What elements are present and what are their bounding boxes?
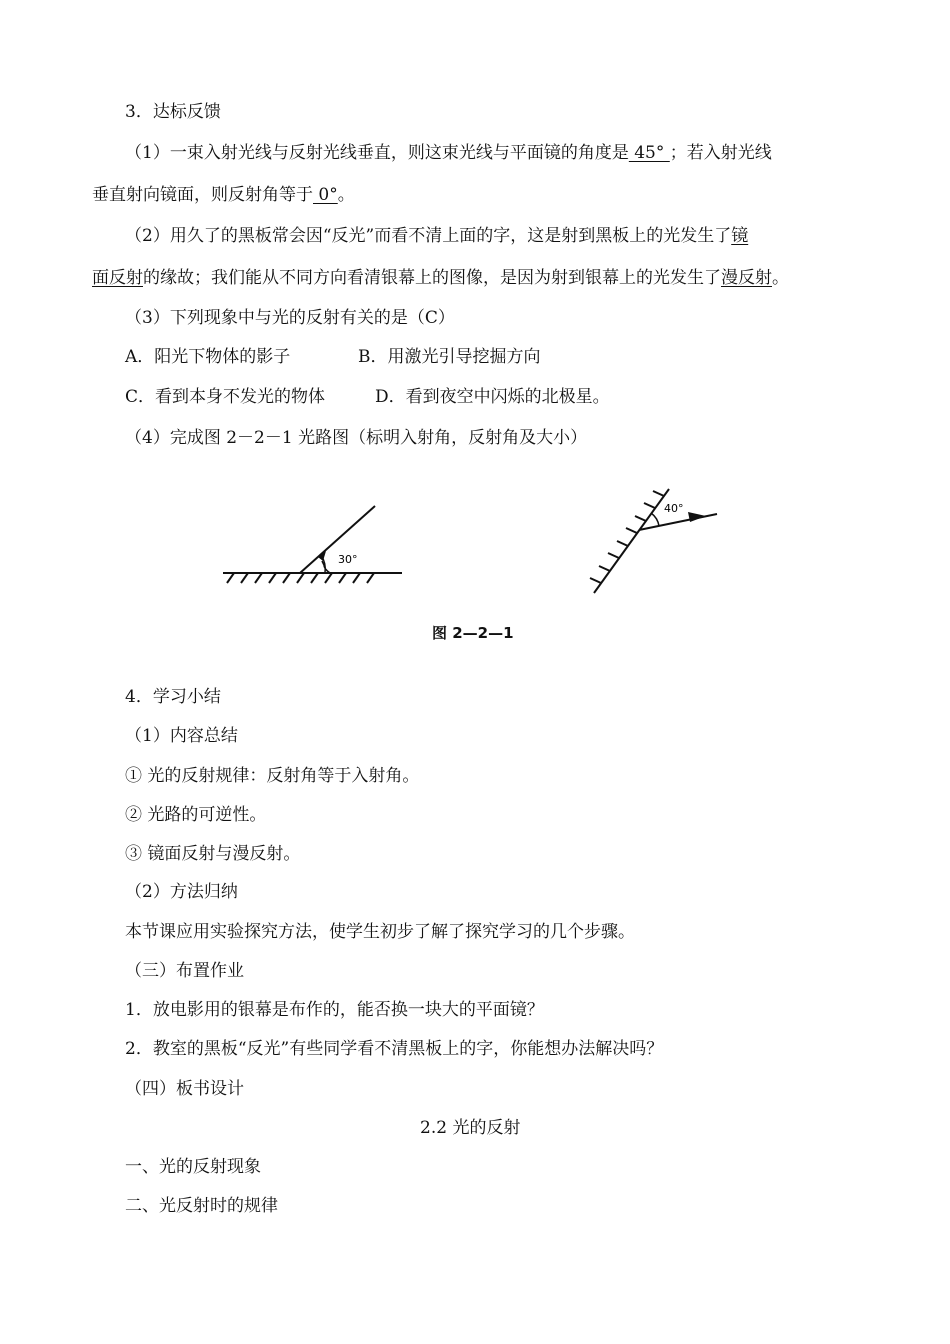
- q1-text-2: ；若入射光线: [669, 143, 772, 163]
- left-mirror-diagram: [223, 506, 402, 583]
- question-3: （3）下列现象中与光的反射有关的是（C）: [125, 308, 455, 328]
- left-mirror-hatching: [227, 573, 374, 583]
- summary-item-3: ③ 镜面反射与漫反射。: [125, 844, 301, 864]
- q2-answer-1b: 面反射: [92, 268, 143, 288]
- q2-text-2: 的缘故；我们能从不同方向看清银幕上的图像，是因为射到银幕上的光发生了: [143, 268, 721, 288]
- right-mirror-surface: [594, 489, 669, 593]
- right-angle-arc: [651, 513, 659, 526]
- q2-answer-1a: 镜: [731, 226, 749, 246]
- question-4: （4）完成图 2－2－1 光路图（标明入射角，反射角及大小）: [125, 428, 588, 448]
- q1-answer-1: 45°: [628, 143, 670, 163]
- right-mirror-diagram: [590, 489, 717, 593]
- board-line-1: 一、光的反射现象: [125, 1157, 261, 1177]
- q2-answer-2: 漫反射: [721, 268, 772, 288]
- q1-answer-2: 0°: [313, 185, 338, 205]
- q1-text-1: （1）一束入射光线与反射光线垂直，则这束光线与平面镜的角度是: [125, 143, 629, 163]
- right-ray: [639, 514, 717, 530]
- homework-item-2: 2．教室的黑板“反光”有些同学看不清黑板上的字，你能想办法解决吗？: [125, 1039, 664, 1059]
- option-a: A．阳光下物体的影子: [125, 347, 291, 367]
- left-angle-label: 30°: [338, 553, 358, 566]
- board-title: 2.2 光的反射: [420, 1118, 521, 1138]
- subheading-content-summary: （1）内容总结: [125, 726, 238, 746]
- section-heading-summary: 4．学习小结: [125, 687, 221, 707]
- section-heading-homework: （三）布置作业: [125, 961, 244, 981]
- section-heading-feedback: 3．达标反馈: [125, 102, 221, 122]
- board-line-2: 二、光反射时的规律: [125, 1196, 278, 1216]
- q1-text-4: 。: [337, 185, 355, 205]
- right-ray-arrow: [688, 512, 706, 522]
- right-mirror-hatching: [590, 491, 664, 583]
- option-d: D．看到夜空中闪烁的北极星。: [375, 387, 610, 407]
- section-heading-board: （四）板书设计: [125, 1079, 244, 1099]
- summary-item-2: ② 光路的可逆性。: [125, 805, 267, 825]
- method-text: 本节课应用实验探究方法，使学生初步了解了探究学习的几个步骤。: [125, 922, 635, 942]
- summary-item-1: ① 光的反射规律：反射角等于入射角。: [125, 766, 420, 786]
- light-path-figure: [0, 0, 950, 660]
- homework-item-1: 1．放电影用的银幕是布作的，能否换一块大的平面镜？: [125, 1000, 544, 1020]
- q1-text-3: 垂直射向镜面，则反射角等于: [92, 185, 313, 205]
- q2-text-1: （2）用久了的黑板常会因“反光”而看不清上面的字，这是射到黑板上的光发生了: [125, 226, 732, 246]
- option-b: B．用激光引导挖掘方向: [358, 347, 541, 367]
- option-c: C．看到本身不发光的物体: [125, 387, 326, 407]
- q2-text-3: 。: [772, 268, 789, 288]
- subheading-method: （2）方法归纳: [125, 882, 238, 902]
- figure-caption: 图 2—2—1: [432, 624, 514, 642]
- right-angle-label: 40°: [664, 502, 684, 515]
